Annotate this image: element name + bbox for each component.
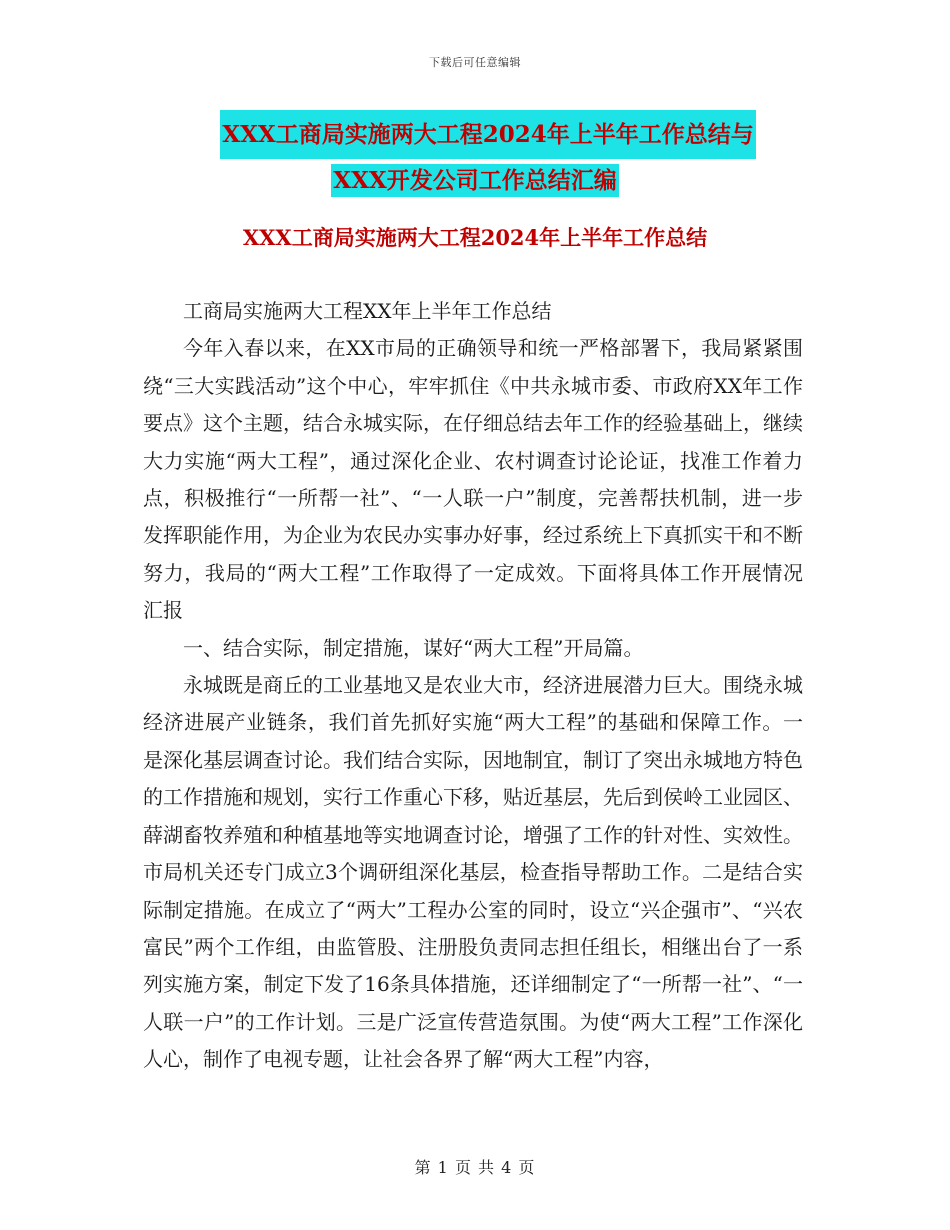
body-text — [143, 293, 803, 1079]
paragraph: 工商局实施两大工程XX年上半年工作总结 — [183, 299, 552, 323]
paragraph: 一、结合实际，制定措施，谋好“两大工程”开局篇。 — [183, 635, 644, 660]
paragraph: 今年入春以来，在XX市局的正确领导和统一严格部署下，我局紧紧围绕“三大实践活动”这个中心，牢牢抓住《中共永城市委、市政府XX年工作要点》这个主题，结合永城实际，在仔细总结去年工作的经验基础上，继续大力实施“两大工程”，通过深化企业、农村调查讨论论证，找准工作着力点，积极推行“一所帮一社”、“一人联一户”制度，完善帮扶机制，进一步发挥职能作用，为企业为农民办实事办好事，经过系统上下真抓实干和不断努力，我局的“两大工程”工作取得了一定成效。下面将具体工作开展情况汇报 — [143, 336, 803, 623]
header-note: 下载后可任意编辑 — [429, 56, 521, 69]
document-title-line-2: XXX开发公司工作总结汇编 — [331, 164, 619, 197]
section-title: XXX工商局实施两大工程2024年上半年工作总结 — [242, 225, 708, 250]
page-footer: 第 1 页 共 4 页 — [414, 1158, 536, 1177]
paragraph: 永城既是商丘的工业基地又是农业大市，经济进展潜力巨大。围绕永城经济进展产业链条，我们首先抓好实施“两大工程”的基础和保障工作。一是深化基层调查讨论。我们结合实际，因地制宜，制订了突出永城地方特色的工作措施和规划，实行工作重心下移，贴近基层，先后到侯岭工业园区、薛湖畜牧养殖和种植基地等实地调查讨论，增强了工作的针对性、实效性。市局机关还专门成立3个调研组深化基层，检查指导帮助工作。二是结合实际制定措施。在成立了“两大”工程办公室的同时，设立“兴企强市”、“兴农富民”两个工作组，由监管股、注册股负责同志担任组长，相继出台了一系列实施方案，制定下发了16条具体措施，还详细制定了“一所帮一社”、“一人联一户”的工作计划。三是广泛宣传营造氛围。为使“两大工程”工作深化人心，制作了电视专题，让社会各界了解“两大工程”内容， — [143, 673, 803, 1072]
document-title-line-1: XXX工商局实施两大工程2024年上半年工作总结与 — [220, 110, 756, 159]
document-title — [0, 110, 950, 202]
